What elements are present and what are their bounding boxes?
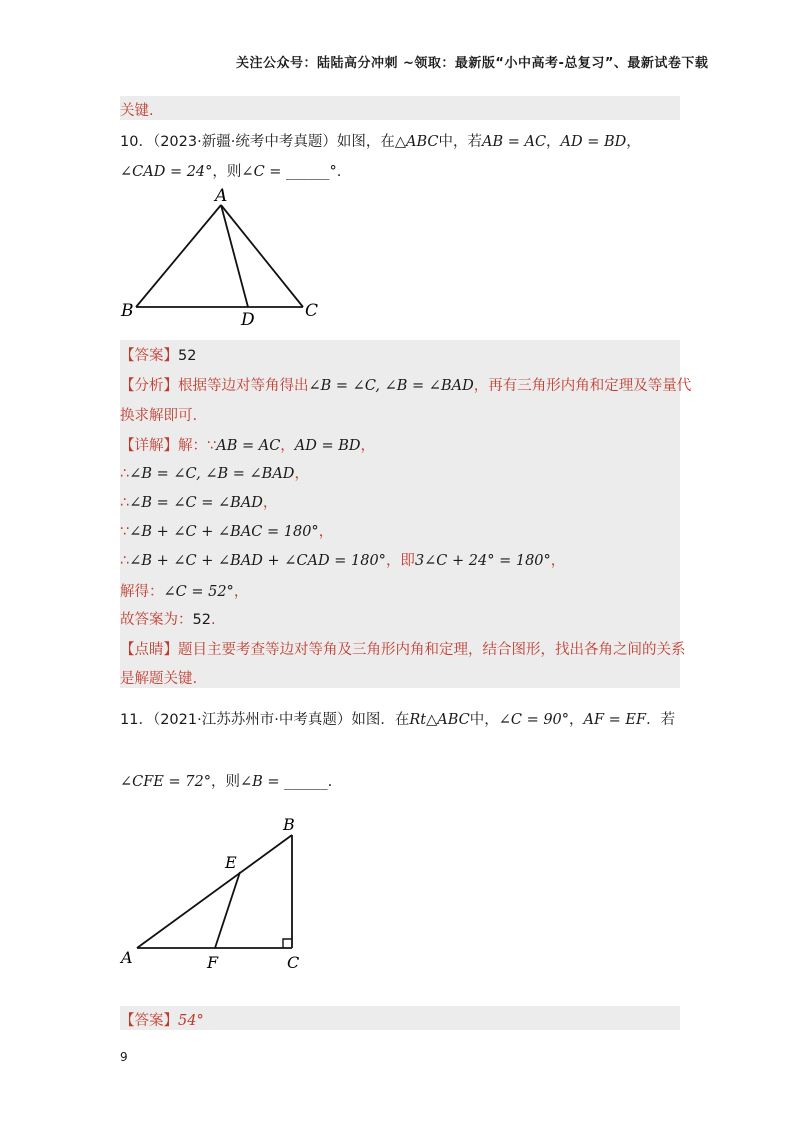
q10-side-ac — [221, 205, 303, 307]
q10-prefix: 10．（2023·新疆·统考中考真题）如图，在 — [120, 134, 395, 150]
q10-comment-tag: 【点睛】 — [120, 642, 178, 658]
q11-then: ，则 — [210, 774, 240, 790]
q10-step2 — [120, 491, 277, 512]
q10-step4 — [120, 549, 565, 570]
q10-detail-tag: 【详解】 — [120, 438, 178, 454]
q10-step4-end: ， — [550, 553, 566, 569]
q10-analysis-text-b: ，再有三角形内角和定理及等量代 — [473, 378, 692, 394]
q10-step6-pre: 故答案为： — [120, 612, 193, 628]
q11-eq2: AF = EF — [583, 712, 647, 728]
q10-mid: 中，若 — [438, 134, 482, 150]
q11-eq1: ∠C = 90° — [498, 712, 570, 728]
q10-step4-pre: ∴ — [120, 553, 130, 569]
q10-step4-math: ∠B + ∠C + ∠BAD + ∠CAD = 180° — [129, 553, 386, 569]
q10-analysis-tag: 【分析】 — [120, 378, 178, 394]
q11-label-b: B — [283, 815, 295, 834]
q11-answer-band — [120, 1006, 680, 1030]
q10-detail-m1: AB = AC — [216, 438, 281, 454]
q10-blank: ∠C = ______° — [241, 164, 337, 180]
q10-step3-pre: ∵ — [120, 524, 130, 540]
q10-step5-end: ， — [233, 584, 249, 600]
q11-triangle: Rt△ABC — [409, 712, 470, 728]
q10-step6 — [120, 608, 216, 629]
q10-step5-math: ∠C = 52° — [163, 584, 234, 600]
q10-step5-pre: 解得： — [120, 584, 164, 600]
q10-given-angle: ∠CAD = 24° — [120, 164, 213, 180]
q10-label-d: D — [241, 310, 255, 330]
page-number: 9 — [120, 1050, 128, 1064]
q10-label-a: A — [215, 186, 228, 206]
q10-answer-tag: 【答案】 — [120, 348, 178, 364]
q11-end: ．若 — [646, 712, 676, 728]
q10-step4-mid: ，即 — [385, 553, 415, 569]
q10-label-b: B — [121, 301, 134, 321]
q10-step6-end: . — [210, 612, 216, 628]
q10-step5 — [120, 580, 248, 601]
q11-label-e: E — [225, 853, 237, 872]
prev-tail-band — [120, 96, 680, 120]
q10-step1-math: ∠B = ∠C, ∠B = ∠BAD — [129, 466, 295, 482]
q11-prefix: 11．（2021·江苏苏州市·中考真题）如图．在 — [120, 712, 410, 728]
q11-label-c: C — [287, 953, 300, 972]
q10-segment-ad — [221, 205, 248, 307]
q10-detail-m2: AD = BD — [294, 438, 361, 454]
q10-step3-end: ， — [318, 524, 334, 540]
q10-analysis-line1 — [120, 374, 691, 395]
q10-step6-value: 52 — [192, 612, 211, 628]
q10-then: ，则 — [212, 164, 242, 180]
q10-detail-line — [120, 434, 375, 455]
q10-step1-pre: ∴ — [120, 466, 130, 482]
q10-detail-end: ， — [360, 438, 376, 454]
q10-side-ab — [136, 205, 221, 307]
q10-detail-sep: ， — [280, 438, 295, 454]
q10-sep: ， — [546, 134, 561, 150]
q11-answer-line — [120, 1009, 204, 1030]
q10-label-c: C — [305, 301, 319, 321]
q10-analysis-line2: 换求解即可. — [120, 408, 198, 424]
q11-label-f: F — [207, 953, 219, 972]
page-header: 关注公众号：陆陆高分冲刺 ~领取：最新版“小中高考-总复习”、最新试卷下载 — [236, 56, 709, 71]
q10-step2-math: ∠B = ∠C = ∠BAD — [129, 495, 263, 511]
q10-step3 — [120, 520, 333, 541]
q10-comment-line2: 是解题关键. — [120, 671, 198, 687]
q10-period: . — [336, 164, 342, 180]
q10-end: ， — [626, 134, 641, 150]
q10-line2 — [120, 160, 341, 181]
q10-step1 — [120, 462, 309, 483]
q11-answer-value: 54° — [178, 1013, 204, 1029]
q11-right-angle-mark — [283, 939, 292, 948]
q10-step2-end: ， — [262, 495, 278, 511]
q11-answer-tag: 【答案】 — [120, 1013, 178, 1029]
q11-given-angle: ∠CFE = 72° — [120, 774, 211, 790]
prev-tail-text: 关键. — [120, 103, 154, 119]
q10-step3-math: ∠B + ∠C + ∠BAC = 180° — [129, 524, 319, 540]
q10-step2-pre: ∴ — [120, 495, 130, 511]
q10-detail-a: 解：∵ — [178, 438, 217, 454]
q10-analysis-text-a: 根据等边对等角得出 — [178, 378, 309, 394]
q11-blank: ∠B = ______. — [239, 774, 333, 790]
q11-side-ab — [137, 835, 292, 948]
q10-figure — [115, 185, 330, 330]
q10-line1 — [120, 130, 641, 151]
q11-sep: ， — [569, 712, 584, 728]
q10-step4-math-b: 3∠C + 24° = 180° — [414, 553, 551, 569]
q10-step1-end: ， — [294, 466, 309, 482]
q11-line1 — [120, 708, 675, 729]
q11-line2 — [120, 770, 332, 791]
q10-answer-value: 52 — [178, 348, 197, 364]
q11-figure — [115, 808, 315, 978]
q10-analysis-math: ∠B = ∠C, ∠B = ∠BAD — [308, 378, 474, 394]
q10-answer-line — [120, 344, 196, 365]
q11-label-a: A — [121, 948, 133, 967]
q11-mid: 中， — [469, 712, 499, 728]
q10-eq2: AD = BD — [560, 134, 627, 150]
q10-eq1: AB = AC — [481, 134, 547, 150]
q10-comment-a: 题目主要考查等边对等角及三角形内角和定理，结合图形，找出各角之间的关系 — [178, 642, 686, 658]
q11-segment-ef — [215, 872, 240, 948]
q10-comment-line1 — [120, 638, 686, 659]
q10-triangle: △ABC — [394, 134, 439, 150]
